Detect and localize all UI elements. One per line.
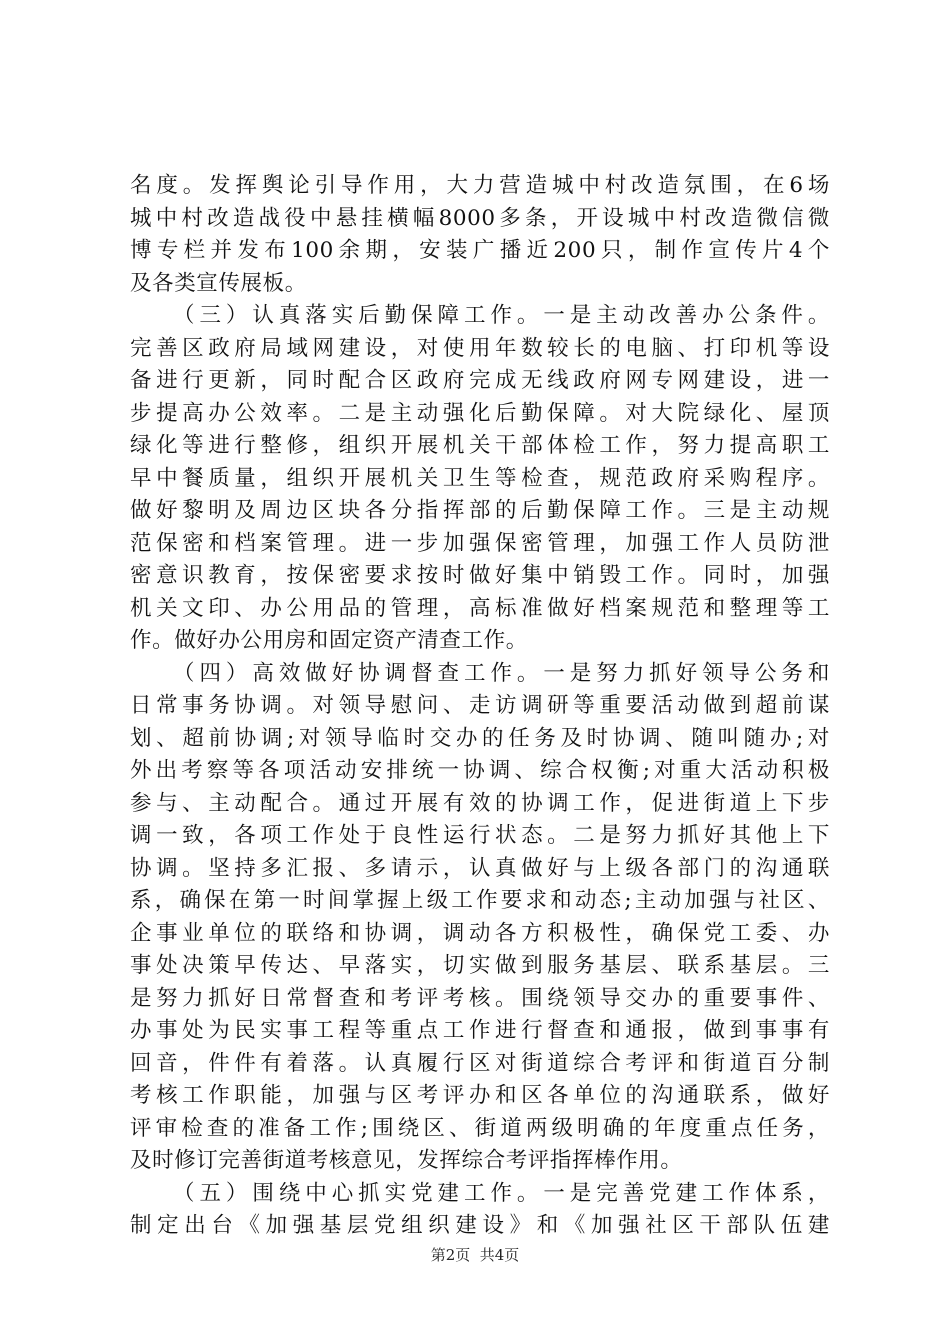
text-line: 备进行更新，同时配合区政府完成无线政府网专网建设，进一 [130, 368, 830, 393]
text-line: 作。做好办公用房和固定资产清查工作。 [130, 628, 528, 653]
text-line: 事处决策早传达、早落实，切实做到服务基层、联系基层。三 [130, 953, 830, 978]
text-line: 制定出台《加强基层党组织建设》和《加强社区干部队伍建 [130, 1213, 830, 1238]
text-line: 做好黎明及周边区块各分指挥部的后勤保障工作。三是主动规 [130, 498, 830, 523]
text-line: （三）认真落实后勤保障工作。一是主动改善办公条件。 [173, 303, 830, 328]
text-line: 是努力抓好日常督查和考评考核。围绕领导交办的重要事件、 [130, 985, 830, 1011]
text-line: 企事业单位的联络和协调，调动各方积极性，确保党工委、办 [130, 920, 830, 946]
text-line: 办事处为民实事工程等重点工作进行督查和通报，做到事事有 [130, 1018, 830, 1043]
text-line: 完善区政府局域网建设，对使用年数较长的电脑、打印机等设 [130, 335, 830, 361]
text-line: 协调。坚持多汇报、多请示，认真做好与上级各部门的沟通联 [130, 855, 830, 881]
text-line: 划、超前协调;对领导临时交办的任务及时协调、随叫随办;对 [130, 725, 830, 751]
text-line: 密意识教育，按保密要求按时做好集中销毁工作。同时，加强 [130, 563, 830, 588]
text-line: 范保密和档案管理。进一步加强保密管理，加强工作人员防泄 [130, 530, 830, 556]
text-line: （五）围绕中心抓实党建工作。一是完善党建工作体系， [173, 1180, 830, 1206]
text-line: 系，确保在第一时间掌握上级工作要求和动态;主动加强与社区、 [130, 888, 830, 913]
text-line: 及时修订完善街道考核意见，发挥综合考评指挥棒作用。 [130, 1148, 683, 1173]
text-line: 机关文印、办公用品的管理，高标准做好档案规范和整理等工 [130, 595, 830, 621]
text-line: 名度。发挥舆论引导作用，大力营造城中村改造氛围，在6场 [130, 173, 830, 198]
text-line: 城中村改造战役中悬挂横幅8000多条，开设城中村改造微信微 [130, 205, 830, 231]
text-line: 日常事务协调。对领导慰问、走访调研等重要活动做到超前谋 [130, 693, 830, 718]
text-line: 考核工作职能，加强与区考评办和区各单位的沟通联系，做好 [130, 1083, 830, 1108]
text-line: 早中餐质量，组织开展机关卫生等检查，规范政府采购程序。 [130, 465, 830, 491]
text-line: 步提高办公效率。二是主动强化后勤保障。对大院绿化、屋顶 [130, 400, 830, 426]
text-line: 外出考察等各项活动安排统一协调、综合权衡;对重大活动积极 [130, 758, 830, 783]
text-line: （四）高效做好协调督查工作。一是努力抓好领导公务和 [173, 660, 830, 686]
text-line: 绿化等进行整修，组织开展机关干部体检工作，努力提高职工 [130, 433, 830, 458]
document-body [130, 170, 830, 1243]
text-line: 评审检查的准备工作;围绕区、街道两级明确的年度重点任务， [130, 1115, 830, 1141]
text-line: 博专栏并发布100余期，安装广播近200只，制作宣传片4个 [130, 238, 830, 263]
text-line: 及各类宣传展板。 [130, 270, 307, 296]
page-footer: 第2页 共4页 [430, 1246, 520, 1264]
text-line: 回音，件件有着落。认真履行区对街道综合考评和街道百分制 [130, 1050, 830, 1076]
text-line: 参与、主动配合。通过开展有效的协调工作，促进街道上下步 [130, 790, 830, 816]
text-line: 调一致，各项工作处于良性运行状态。二是努力抓好其他上下 [130, 823, 830, 848]
